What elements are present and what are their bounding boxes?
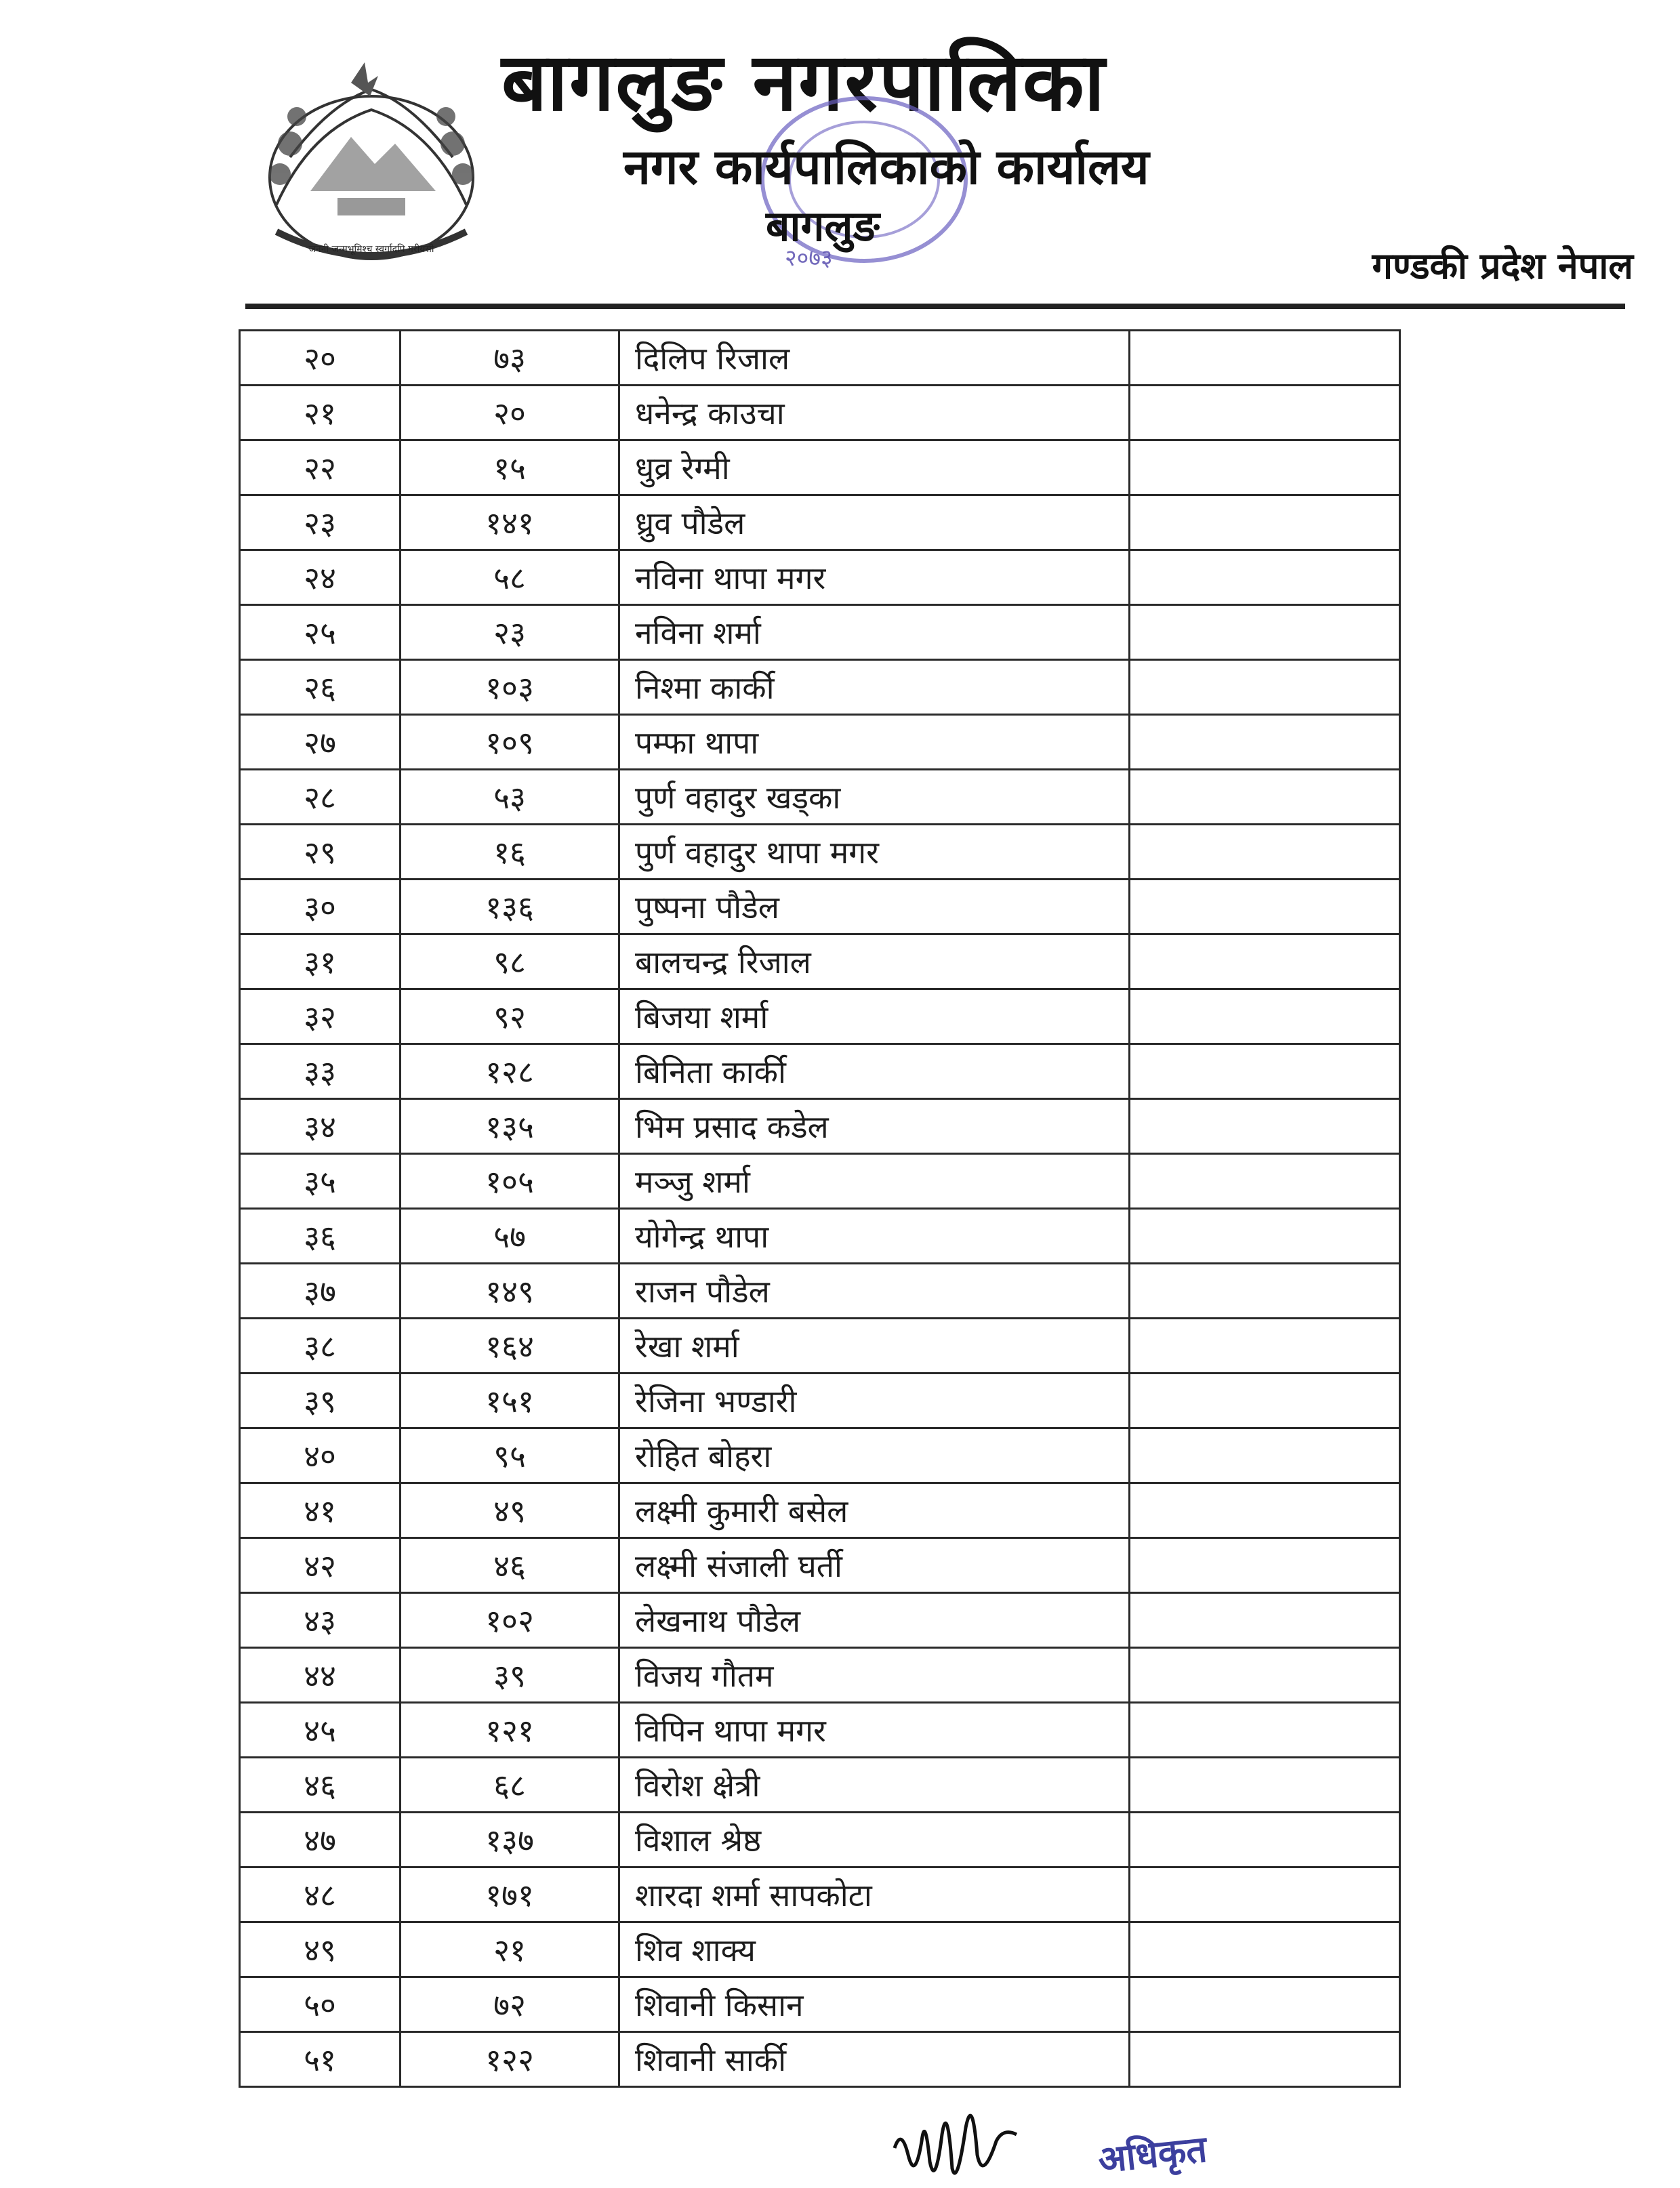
roll-number-cell: ४६ — [401, 1538, 619, 1593]
roll-number-cell: १३५ — [401, 1099, 619, 1154]
serial-number-cell: २६ — [240, 660, 401, 715]
serial-number-cell: २२ — [240, 440, 401, 495]
serial-number-cell: ४६ — [240, 1758, 401, 1813]
city-name: बागलुङ — [766, 201, 880, 251]
office-subtitle: नगर कार्यपालिकाको कार्यालय — [623, 138, 1149, 195]
roll-number-cell: १३६ — [401, 880, 619, 934]
roll-number-cell: ९८ — [401, 934, 619, 989]
roll-number-cell: ४९ — [401, 1483, 619, 1538]
remark-cell — [1130, 1044, 1400, 1099]
table-row — [240, 934, 1400, 989]
remark-cell — [1130, 1428, 1400, 1483]
name-cell: लक्ष्मी कुमारी बसेल — [619, 1483, 1130, 1538]
name-cell: लक्ष्मी संजाली घर्ती — [619, 1538, 1130, 1593]
roll-number-cell: १४९ — [401, 1264, 619, 1319]
municipality-title: बागलुङ नगरपालिका — [501, 35, 1107, 129]
serial-number-cell: ५१ — [240, 2032, 401, 2087]
nepal-emblem-icon — [249, 62, 493, 274]
name-cell: निश्मा कार्की — [619, 660, 1130, 715]
remark-cell — [1130, 1703, 1400, 1758]
name-cell: पुर्ण वहादुर खड्का — [619, 770, 1130, 825]
table-row — [240, 386, 1400, 440]
serial-number-cell: २१ — [240, 386, 401, 440]
roll-number-cell: २० — [401, 386, 619, 440]
serial-number-cell: ३८ — [240, 1319, 401, 1374]
serial-number-cell: ४५ — [240, 1703, 401, 1758]
roll-number-cell: १२१ — [401, 1703, 619, 1758]
name-cell: रेजिना भण्डारी — [619, 1374, 1130, 1428]
name-cell: शिव शाक्य — [619, 1922, 1130, 1977]
roll-number-cell: ६८ — [401, 1758, 619, 1813]
remark-cell — [1130, 550, 1400, 605]
roll-number-cell: १०९ — [401, 715, 619, 770]
table-row — [240, 1813, 1400, 1867]
serial-number-cell: ४१ — [240, 1483, 401, 1538]
serial-number-cell: ४४ — [240, 1648, 401, 1703]
roll-number-cell: ९५ — [401, 1428, 619, 1483]
records-table — [239, 329, 1401, 2088]
table-row — [240, 660, 1400, 715]
table-row — [240, 1099, 1400, 1154]
roll-number-cell: १४१ — [401, 495, 619, 550]
remark-cell — [1130, 989, 1400, 1044]
roll-number-cell: १२२ — [401, 2032, 619, 2087]
roll-number-cell: १२८ — [401, 1044, 619, 1099]
table-row — [240, 1264, 1400, 1319]
table-row — [240, 1154, 1400, 1209]
table-row — [240, 331, 1400, 386]
name-cell: विजय गौतम — [619, 1648, 1130, 1703]
name-cell: विरोश क्षेत्री — [619, 1758, 1130, 1813]
name-cell: रेखा शर्मा — [619, 1319, 1130, 1374]
serial-number-cell: २५ — [240, 605, 401, 660]
roll-number-cell: ३९ — [401, 1648, 619, 1703]
serial-number-cell: २८ — [240, 770, 401, 825]
name-cell: ध्रुव पौडेल — [619, 495, 1130, 550]
roll-number-cell: ५७ — [401, 1209, 619, 1264]
name-cell: बालचन्द्र रिजाल — [619, 934, 1130, 989]
table-row — [240, 715, 1400, 770]
serial-number-cell: २३ — [240, 495, 401, 550]
table-row — [240, 2032, 1400, 2087]
roll-number-cell: १६४ — [401, 1319, 619, 1374]
serial-number-cell: २९ — [240, 825, 401, 880]
table-row — [240, 825, 1400, 880]
remark-cell — [1130, 1813, 1400, 1867]
table-row — [240, 1374, 1400, 1428]
table-row — [240, 550, 1400, 605]
roll-number-cell: १५ — [401, 440, 619, 495]
remark-cell — [1130, 1977, 1400, 2032]
remark-cell — [1130, 1319, 1400, 1374]
table-row — [240, 1867, 1400, 1922]
name-cell: दिलिप रिजाल — [619, 331, 1130, 386]
name-cell: शिवानी सार्की — [619, 2032, 1130, 2087]
table-row — [240, 770, 1400, 825]
table-row — [240, 1593, 1400, 1648]
table-row — [240, 1428, 1400, 1483]
name-cell: लेखनाथ पौडेल — [619, 1593, 1130, 1648]
serial-number-cell: ४२ — [240, 1538, 401, 1593]
remark-cell — [1130, 1209, 1400, 1264]
name-cell: धनेन्द्र काउचा — [619, 386, 1130, 440]
name-cell: पम्फा थापा — [619, 715, 1130, 770]
remark-cell — [1130, 1154, 1400, 1209]
name-cell: नविना थापा मगर — [619, 550, 1130, 605]
remark-cell — [1130, 440, 1400, 495]
roll-number-cell: १५१ — [401, 1374, 619, 1428]
serial-number-cell: २४ — [240, 550, 401, 605]
remark-cell — [1130, 1648, 1400, 1703]
roll-number-cell: ५३ — [401, 770, 619, 825]
remark-cell — [1130, 660, 1400, 715]
roll-number-cell: २३ — [401, 605, 619, 660]
serial-number-cell: २० — [240, 331, 401, 386]
name-cell: बिजया शर्मा — [619, 989, 1130, 1044]
name-cell: योगेन्द्र थापा — [619, 1209, 1130, 1264]
remark-cell — [1130, 1758, 1400, 1813]
name-cell: विपिन थापा मगर — [619, 1703, 1130, 1758]
table-row — [240, 1758, 1400, 1813]
serial-number-cell: २७ — [240, 715, 401, 770]
signature — [888, 2087, 1023, 2188]
roll-number-cell: १०२ — [401, 1593, 619, 1648]
remark-cell — [1130, 1538, 1400, 1593]
table-row — [240, 1483, 1400, 1538]
serial-number-cell: ३९ — [240, 1374, 401, 1428]
remark-cell — [1130, 1922, 1400, 1977]
serial-number-cell: ४७ — [240, 1813, 401, 1867]
table-row — [240, 1703, 1400, 1758]
remark-cell — [1130, 1593, 1400, 1648]
table-row — [240, 989, 1400, 1044]
table-row — [240, 1209, 1400, 1264]
roll-number-cell: १७१ — [401, 1867, 619, 1922]
remark-cell — [1130, 715, 1400, 770]
table-row — [240, 1319, 1400, 1374]
serial-number-cell: ३४ — [240, 1099, 401, 1154]
serial-number-cell: ४८ — [240, 1867, 401, 1922]
remark-cell — [1130, 386, 1400, 440]
name-cell: रोहित बोहरा — [619, 1428, 1130, 1483]
remark-cell — [1130, 495, 1400, 550]
authority-stamp: अधिकृत — [1096, 2127, 1209, 2182]
remark-cell — [1130, 825, 1400, 880]
name-cell: राजन पौडेल — [619, 1264, 1130, 1319]
serial-number-cell: ४० — [240, 1428, 401, 1483]
roll-number-cell: ७२ — [401, 1977, 619, 2032]
remark-cell — [1130, 880, 1400, 934]
table-row — [240, 1977, 1400, 2032]
table-row — [240, 1648, 1400, 1703]
roll-number-cell: ९२ — [401, 989, 619, 1044]
roll-number-cell: १६ — [401, 825, 619, 880]
name-cell: मञ्जु शर्मा — [619, 1154, 1130, 1209]
name-cell: पुर्ण वहादुर थापा मगर — [619, 825, 1130, 880]
svg-text:जननी जन्मभूमिश्च स्वर्गादपि गर: जननी जन्मभूमिश्च स्वर्गादपि गरीयसी — [308, 244, 434, 255]
table-row — [240, 440, 1400, 495]
remark-cell — [1130, 331, 1400, 386]
name-cell: शारदा शर्मा सापकोटा — [619, 1867, 1130, 1922]
table-row — [240, 495, 1400, 550]
roll-number-cell: १०५ — [401, 1154, 619, 1209]
roll-number-cell: १०३ — [401, 660, 619, 715]
serial-number-cell: ३६ — [240, 1209, 401, 1264]
roll-number-cell: २१ — [401, 1922, 619, 1977]
serial-number-cell: ३५ — [240, 1154, 401, 1209]
remark-cell — [1130, 605, 1400, 660]
remark-cell — [1130, 770, 1400, 825]
remark-cell — [1130, 1483, 1400, 1538]
remark-cell — [1130, 2032, 1400, 2087]
table-row — [240, 880, 1400, 934]
remark-cell — [1130, 1374, 1400, 1428]
serial-number-cell: ३२ — [240, 989, 401, 1044]
name-cell: नविना शर्मा — [619, 605, 1130, 660]
serial-number-cell: ५० — [240, 1977, 401, 2032]
roll-number-cell: ७३ — [401, 331, 619, 386]
table-row — [240, 1044, 1400, 1099]
name-cell: बिनिता कार्की — [619, 1044, 1130, 1099]
name-cell: विशाल श्रेष्ठ — [619, 1813, 1130, 1867]
name-cell: धुव्र रेग्मी — [619, 440, 1130, 495]
table-row — [240, 1538, 1400, 1593]
table-row — [240, 605, 1400, 660]
province-label: गण्डकी प्रदेश नेपाल — [1372, 245, 1633, 287]
serial-number-cell: ३३ — [240, 1044, 401, 1099]
remark-cell — [1130, 934, 1400, 989]
serial-number-cell: ३० — [240, 880, 401, 934]
header-divider — [245, 304, 1625, 309]
remark-cell — [1130, 1264, 1400, 1319]
serial-number-cell: ४३ — [240, 1593, 401, 1648]
name-cell: शिवानी किसान — [619, 1977, 1130, 2032]
remark-cell — [1130, 1099, 1400, 1154]
serial-number-cell: ३७ — [240, 1264, 401, 1319]
serial-number-cell: ४९ — [240, 1922, 401, 1977]
table-row — [240, 1922, 1400, 1977]
serial-number-cell: ३१ — [240, 934, 401, 989]
remark-cell — [1130, 1867, 1400, 1922]
roll-number-cell: ५८ — [401, 550, 619, 605]
office-seal-year: २०७३ — [785, 245, 833, 272]
name-cell: पुष्पना पौडेल — [619, 880, 1130, 934]
roll-number-cell: १३७ — [401, 1813, 619, 1867]
name-cell: भिम प्रसाद कडेल — [619, 1099, 1130, 1154]
